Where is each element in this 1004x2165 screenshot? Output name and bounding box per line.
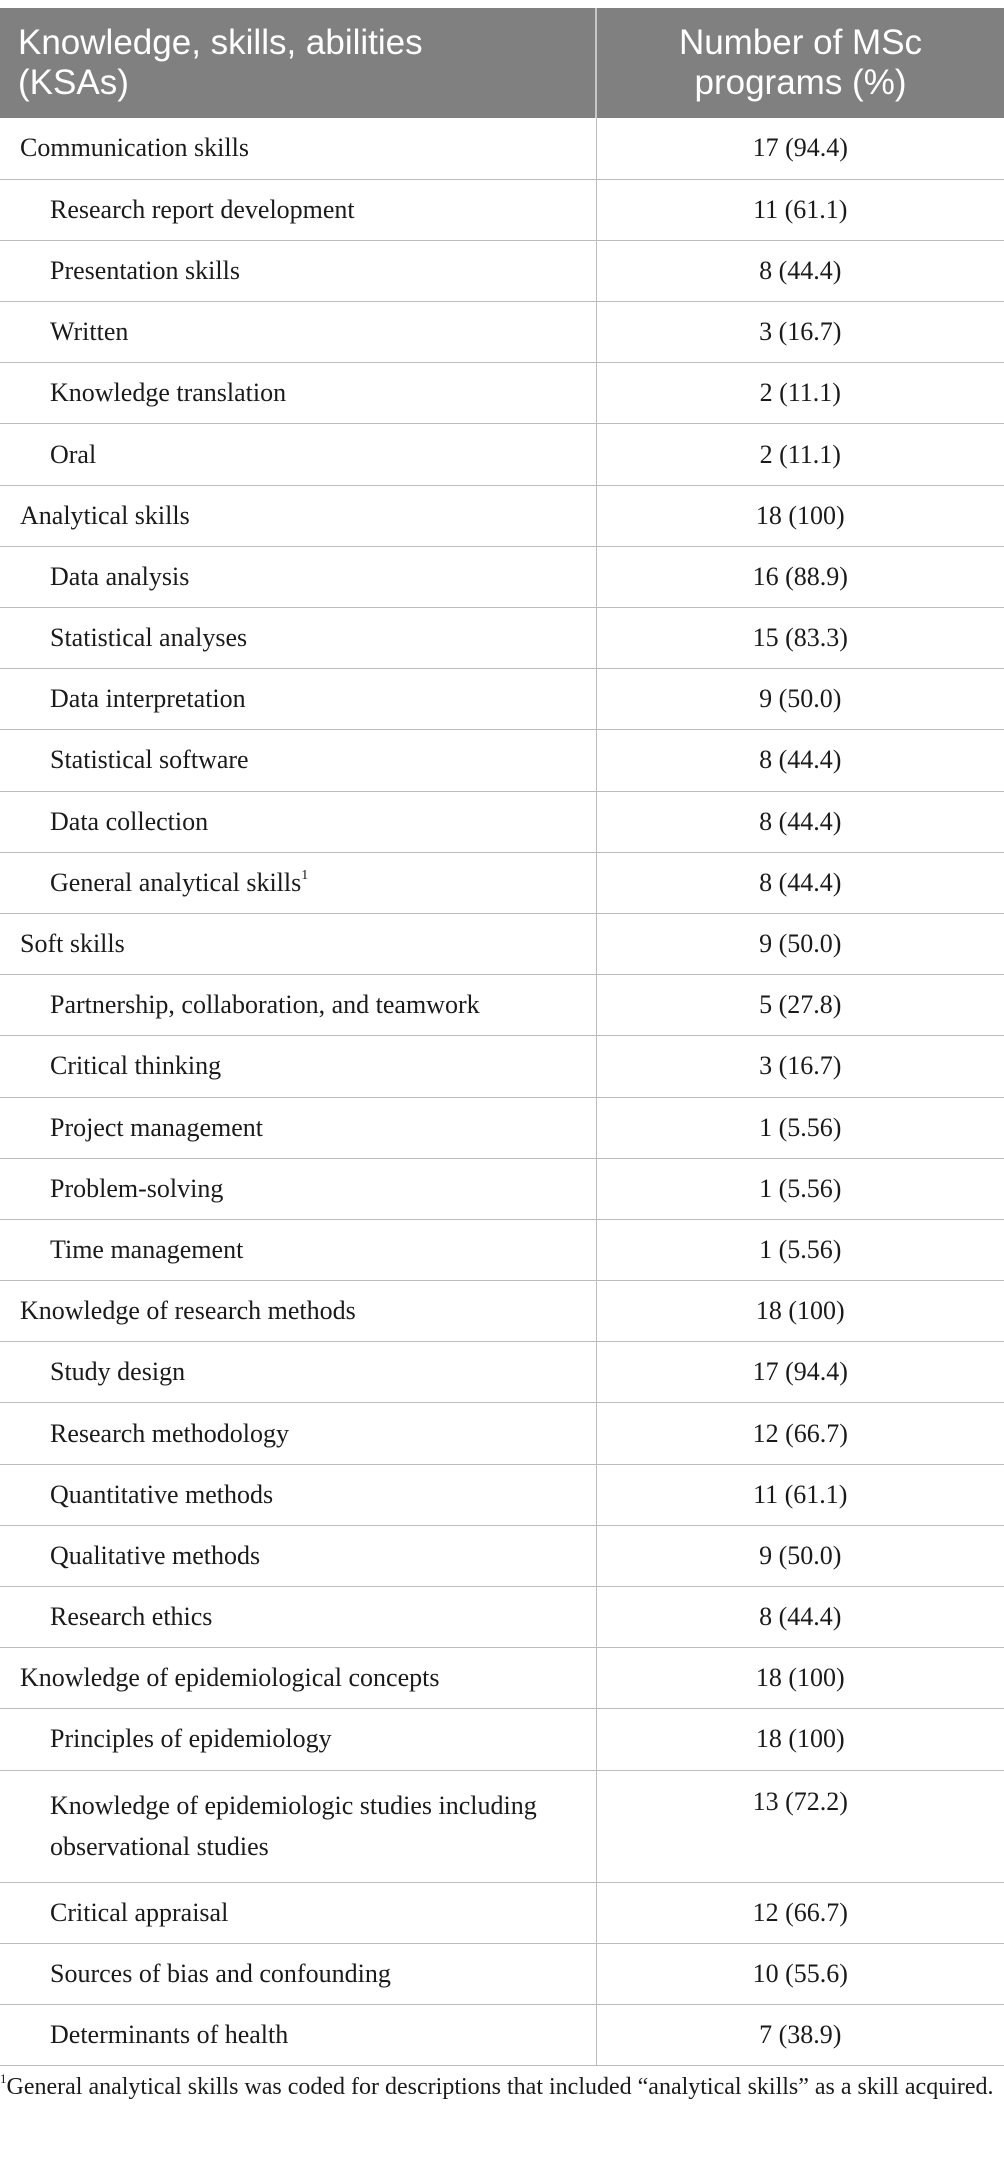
subitem-row (0, 608, 1004, 669)
row-value: 13 (72.2) (596, 1770, 1004, 1882)
row-label: Problem-solving (0, 1158, 596, 1219)
row-label: Knowledge translation (0, 363, 596, 424)
category-row (0, 485, 1004, 546)
row-value: 12 (66.7) (596, 1403, 1004, 1464)
row-value: 8 (44.4) (596, 730, 1004, 791)
subitem-row (0, 363, 1004, 424)
row-value: 7 (38.9) (596, 2004, 1004, 2065)
subitem-row (0, 1943, 1004, 2004)
subitem-row (0, 2004, 1004, 2065)
footnote-marker: 1 (301, 868, 309, 884)
subitem-row (0, 730, 1004, 791)
row-label: Knowledge of epidemiological concepts (0, 1648, 596, 1709)
row-value: 8 (44.4) (596, 240, 1004, 301)
subitem-row (0, 1403, 1004, 1464)
row-label: Oral (0, 424, 596, 485)
row-value: 18 (100) (596, 1281, 1004, 1342)
subitem-row (0, 302, 1004, 363)
row-label: Presentation skills (0, 240, 596, 301)
subitem-row (0, 1342, 1004, 1403)
row-label: Quantitative methods (0, 1464, 596, 1525)
row-label: Principles of epidemiology (0, 1709, 596, 1770)
row-value: 8 (44.4) (596, 852, 1004, 913)
row-value: 10 (55.6) (596, 1943, 1004, 2004)
row-label: Knowledge of research methods (0, 1281, 596, 1342)
row-label: Research ethics (0, 1587, 596, 1648)
row-value: 9 (50.0) (596, 669, 1004, 730)
row-label: Project management (0, 1097, 596, 1158)
row-value: 3 (16.7) (596, 302, 1004, 363)
row-label: Partnership, collaboration, and teamwork (0, 975, 596, 1036)
row-label: Communication skills (0, 118, 596, 179)
row-label: Statistical analyses (0, 608, 596, 669)
row-value: 1 (5.56) (596, 1097, 1004, 1158)
row-label: Data interpretation (0, 669, 596, 730)
row-value: 11 (61.1) (596, 179, 1004, 240)
subitem-row (0, 1587, 1004, 1648)
subitem-row (0, 1097, 1004, 1158)
row-value: 2 (11.1) (596, 424, 1004, 485)
subitem-row (0, 1525, 1004, 1586)
row-label: Statistical software (0, 730, 596, 791)
row-label: Critical thinking (0, 1036, 596, 1097)
row-value: 18 (100) (596, 485, 1004, 546)
header-count-line1: Number of MSc (678, 23, 923, 62)
header-count-line2: programs (%) (694, 63, 907, 102)
row-label: Knowledge of epidemiologic studies including observational studies (0, 1770, 596, 1882)
row-label: Analytical skills (0, 485, 596, 546)
category-row (0, 118, 1004, 179)
row-value: 2 (11.1) (596, 363, 1004, 424)
row-label: Time management (0, 1219, 596, 1280)
header-ksa (0, 8, 596, 118)
subitem-row (0, 240, 1004, 301)
row-label: Study design (0, 1342, 596, 1403)
subitem-row (0, 1158, 1004, 1219)
row-label: Sources of bias and confounding (0, 1943, 596, 2004)
row-value: 16 (88.9) (596, 546, 1004, 607)
row-value: 8 (44.4) (596, 1587, 1004, 1648)
row-value: 18 (100) (596, 1648, 1004, 1709)
row-label-cell (0, 852, 596, 913)
row-label: Research report development (0, 179, 596, 240)
row-value: 1 (5.56) (596, 1158, 1004, 1219)
row-value: 8 (44.4) (596, 791, 1004, 852)
row-label: Data collection (0, 791, 596, 852)
subitem-row (0, 852, 1004, 913)
row-value: 3 (16.7) (596, 1036, 1004, 1097)
subitem-row (0, 669, 1004, 730)
row-label: Data analysis (0, 546, 596, 607)
table-header-row (0, 8, 1004, 118)
row-label: Soft skills (0, 913, 596, 974)
row-value: 9 (50.0) (596, 913, 1004, 974)
row-label: Determinants of health (0, 2004, 596, 2065)
row-value: 9 (50.0) (596, 1525, 1004, 1586)
subitem-row (0, 791, 1004, 852)
row-value: 15 (83.3) (596, 608, 1004, 669)
header-count (596, 8, 1004, 118)
subitem-row (0, 1036, 1004, 1097)
subitem-row (0, 1464, 1004, 1525)
subitem-row (0, 179, 1004, 240)
header-ksa-line2: (KSAs) (18, 63, 129, 102)
row-label: Research methodology (0, 1403, 596, 1464)
footnote-marker: 1 (0, 2071, 7, 2086)
row-label: Critical appraisal (0, 1882, 596, 1943)
subitem-row (0, 546, 1004, 607)
row-value: 17 (94.4) (596, 118, 1004, 179)
subitem-row (0, 424, 1004, 485)
row-value: 11 (61.1) (596, 1464, 1004, 1525)
footnote-text: General analytical skills was coded for descriptions that included “analytical skills” as a skill acquired. (6, 2074, 994, 2100)
subitem-row (0, 1770, 1004, 1882)
row-value: 5 (27.8) (596, 975, 1004, 1036)
row-label: General analytical skills (50, 867, 302, 897)
ksa-table (0, 8, 1004, 2066)
category-row (0, 913, 1004, 974)
category-row (0, 1281, 1004, 1342)
subitem-row (0, 975, 1004, 1036)
row-label: Qualitative methods (0, 1525, 596, 1586)
category-row (0, 1648, 1004, 1709)
row-value: 1 (5.56) (596, 1219, 1004, 1280)
row-label: Written (0, 302, 596, 363)
row-value: 12 (66.7) (596, 1882, 1004, 1943)
subitem-row (0, 1709, 1004, 1770)
table-footnote (0, 2070, 1004, 2104)
subitem-row (0, 1882, 1004, 1943)
header-ksa-line1: Knowledge, skills, abilities (18, 23, 423, 62)
row-value: 18 (100) (596, 1709, 1004, 1770)
subitem-row (0, 1219, 1004, 1280)
row-value: 17 (94.4) (596, 1342, 1004, 1403)
